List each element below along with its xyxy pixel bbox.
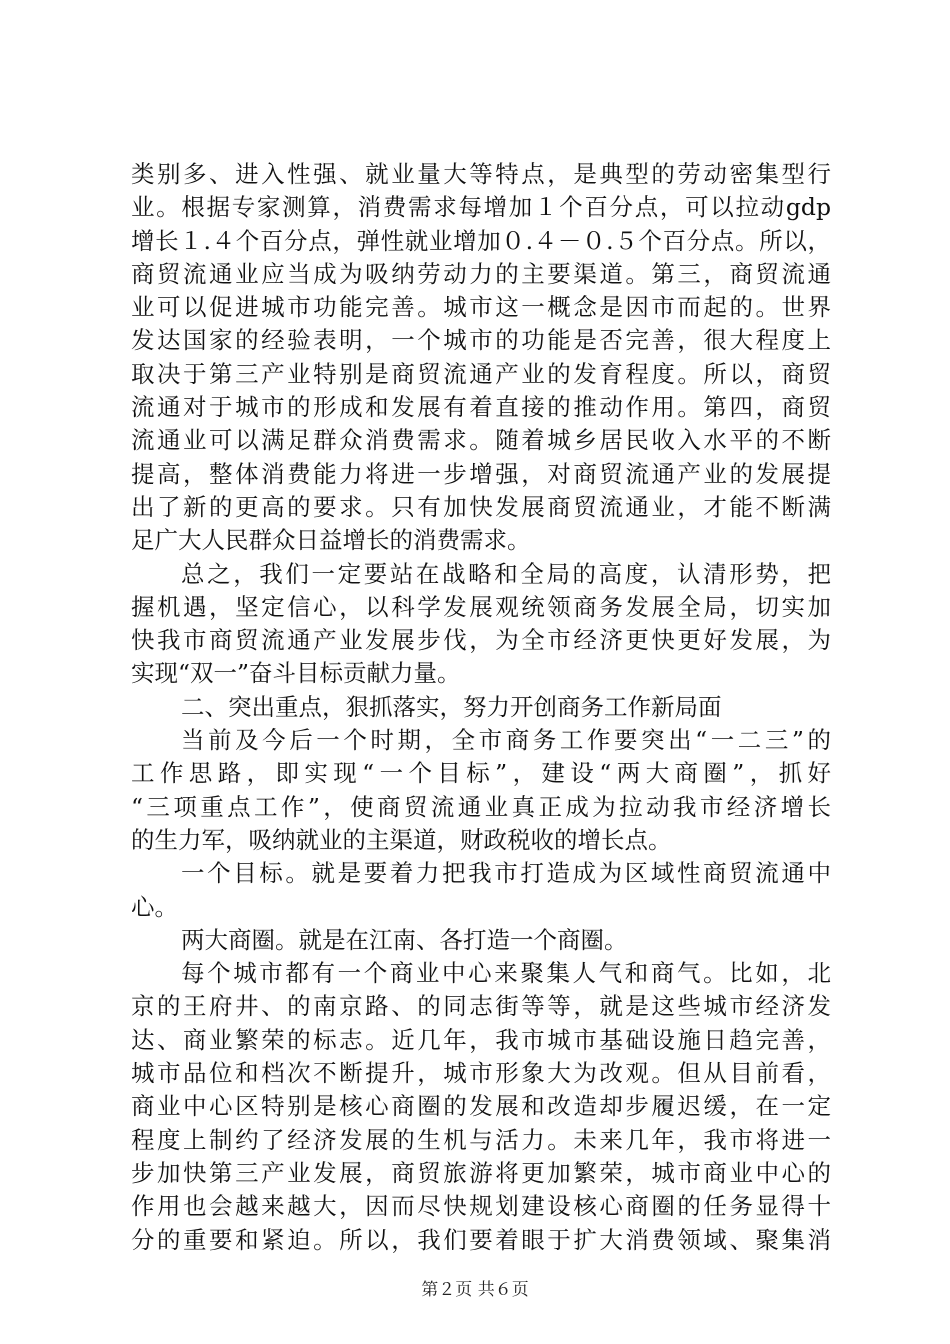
- text-line: 增长１.４个百分点，弹性就业增加０.４－０.５个百分点。所以，: [131, 226, 831, 255]
- text-line: 二、突出重点，狠抓落实，努力开创商务工作新局面: [181, 692, 722, 721]
- text-line: 取决于第三产业特别是商贸流通产业的发育程度。所以，商贸: [131, 359, 831, 388]
- text-line: 出了新的更高的要求。只有加快发展商贸流通业，才能不断满: [131, 492, 831, 521]
- text-line: 分的重要和紧迫。所以，我们要着眼于扩大消费领域、聚集消: [131, 1225, 831, 1254]
- text-line: 业。根据专家测算，消费需求每增加１个百分点，可以拉动gdp: [131, 193, 831, 222]
- text-line: 步加快第三产业发展，商贸旅游将更加繁荣，城市商业中心的: [131, 1158, 831, 1187]
- text-line: 达、商业繁荣的标志。近几年，我市城市基础设施日趋完善，: [131, 1025, 831, 1054]
- text-line: 当前及今后一个时期，全市商务工作要突出“一二三”的: [181, 726, 831, 755]
- text-line: 心。: [131, 892, 178, 921]
- text-line: 实现“双一”奋斗目标贡献力量。: [131, 659, 461, 688]
- document-body: [131, 158, 831, 1257]
- text-line: 提高，整体消费能力将进一步增强，对商贸流通产业的发展提: [131, 459, 831, 488]
- text-line: 总之，我们一定要站在战略和全局的高度，认清形势，把: [181, 559, 831, 588]
- text-line: 京的王府井、的南京路、的同志街等等，就是这些城市经济发: [131, 992, 831, 1021]
- text-line: 每个城市都有一个商业中心来聚集人气和商气。比如，北: [181, 959, 831, 988]
- text-line: 快我市商贸流通产业发展步伐，为全市经济更快更好发展，为: [131, 626, 831, 655]
- text-line: 类别多、进入性强、就业量大等特点，是典型的劳动密集型行: [131, 160, 831, 188]
- text-line: “三项重点工作”，使商贸流通业真正成为拉动我市经济增长: [131, 792, 831, 821]
- text-line: 工作思路，即实现“一个目标”，建设“两大商圈”，抓好: [131, 759, 831, 788]
- text-line: 发达国家的经验表明，一个城市的功能是否完善，很大程度上: [131, 326, 831, 355]
- text-line: 足广大人民群众日益增长的消费需求。: [131, 526, 531, 555]
- page-number-footer: 第２页 共６页: [421, 1280, 529, 1300]
- text-line: 流通对于城市的形成和发展有着直接的推动作用。第四，商贸: [131, 393, 831, 422]
- text-line: 握机遇，坚定信心，以科学发展观统领商务发展全局，切实加: [131, 592, 831, 621]
- text-line: 业可以促进城市功能完善。城市这一概念是因市而起的。世界: [131, 293, 831, 322]
- text-line: 流通业可以满足群众消费需求。随着城乡居民收入水平的不断: [131, 426, 831, 455]
- text-line: 程度上制约了经济发展的生机与活力。未来几年，我市将进一: [131, 1125, 831, 1154]
- text-line: 商贸流通业应当成为吸纳劳动力的主要渠道。第三，商贸流通: [131, 259, 831, 288]
- text-line: 一个目标。就是要着力把我市打造成为区域性商贸流通中: [181, 859, 831, 888]
- text-line: 作用也会越来越大，因而尽快规划建设核心商圈的任务显得十: [131, 1192, 831, 1221]
- text-line: 商业中心区特别是核心商圈的发展和改造却步履迟缓，在一定: [131, 1092, 831, 1121]
- text-line: 城市品位和档次不断提升，城市形象大为改观。但从目前看，: [131, 1059, 831, 1088]
- text-line: 两大商圈。就是在江南、各打造一个商圈。: [181, 925, 628, 954]
- text-line: 的生力军，吸纳就业的主渠道，财政税收的增长点。: [131, 825, 672, 854]
